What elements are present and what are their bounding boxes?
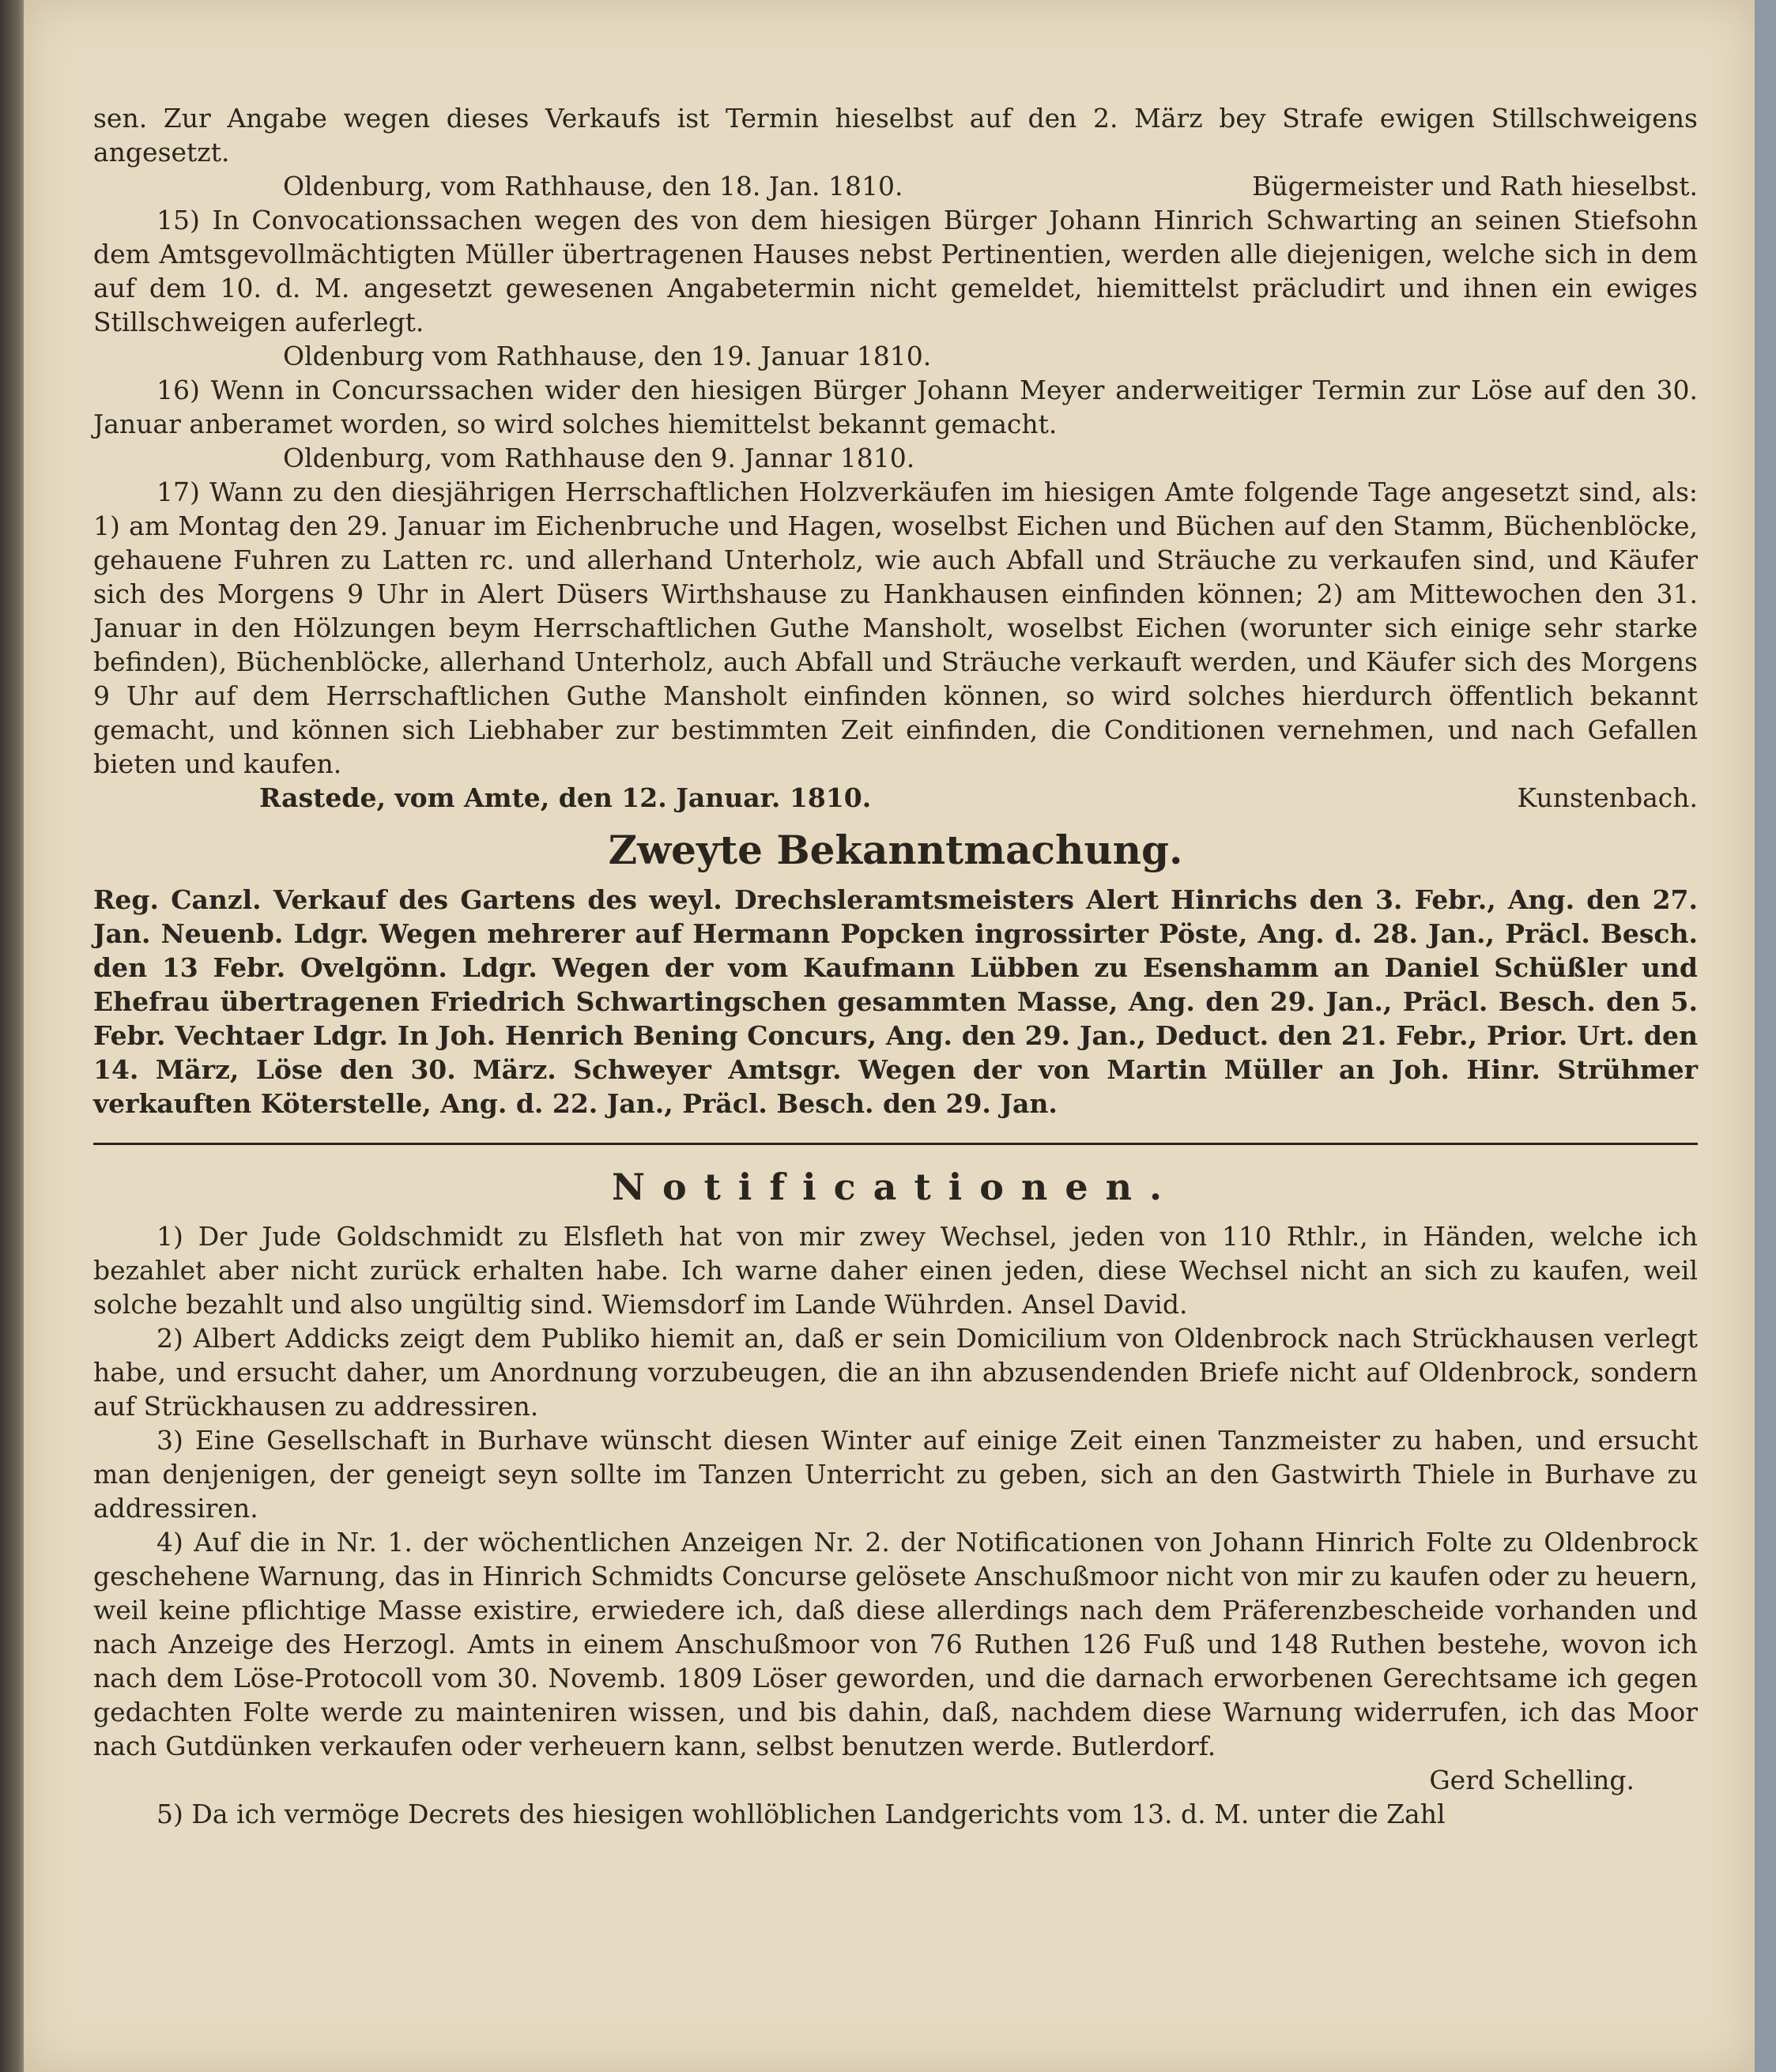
notification-4: 4) Auf die in Nr. 1. der wöchentlichen Anzeigen Nr. 2. der Notificationen von Johann Hinrich Folte zu Oldenbrock geschehene Warnung, das in Hinrich Schmidts Concurse gelösete Anschußmoor nicht von mir zu kaufen oder zu heuern, weil keine pflichtige Masse existire, erwiedere ich, daß diese allerdings nach dem Präferenzbescheide vorhanden und nach Anzeige des Herzogl. Amts in einem Anschußmoor von 76 Ruthen 126 Fuß und 148 Ruthen bestehe, wovon ich nach dem Löse-Protocoll vom 30. Novemb. 1809 Löser geworden, und die darnach erworbenen Gerechtsame ich gegen gedachten Folte werde zu mainteniren wissen, und bis dahin, daß, nachdem diese Warnung widerrufen, ich das Moor nach Gutdünken verkaufen oder verheuern kann, selbst benutzen werde. Butlerdorf.	[93, 1527, 1698, 1761]
notification-4-signature: Gerd Schelling.	[1429, 1765, 1635, 1795]
notice-16-place-date: Oldenburg, vom Rathhause den 9. Jannar 1810.	[283, 443, 915, 473]
notice-16-signature	[93, 441, 1698, 475]
page-text	[93, 101, 1698, 1831]
notification-5: 5) Da ich vermöge Decrets des hiesigen wohllöblichen Landgerichts vom 13. d. M. unter die Zahl	[156, 1799, 1446, 1829]
notice-17-place-date: Rastede, vom Amte, den 12. Januar. 1810.	[259, 782, 872, 813]
notice-15: 15) In Convocationssachen wegen des von dem hiesigen Bürger Johann Hinrich Schwarting an seinen Stiefsohn dem Amtsgevollmächtigten Müller übertragenen Hauses nebst Pertinentien, werden alle diejenigen, welche sich in dem auf dem 10. d. M. angesetzt gewesenen Angabetermin nicht gemeldet, hiemittelst präcludirt und ihnen ein ewiges Stillschweigen auferlegt.	[93, 205, 1698, 337]
notification-3: 3) Eine Gesellschaft in Burhave wünscht diesen Winter auf einige Zeit einen Tanzmeister zu haben, und ersucht man denjenigen, der geneigt seyn sollte im Tanzen Unterricht zu geben, sich an den Gastwirth Thiele in Burhave zu addressiren.	[93, 1425, 1698, 1524]
notification-1: 1) Der Jude Goldschmidt zu Elsfleth hat von mir zwey Wechsel, jeden von 110 Rthlr., in Händen, welche ich bezahlet aber nicht zurück erhalten habe. Ich warne daher einen jeden, diese Wechsel nicht an sich zu kaufen, weil solche bezahlt und also ungültig sind. Wiemsdorf im Lande Wührden. Ansel David.	[93, 1221, 1698, 1320]
intro-signature-place-date: Oldenburg, vom Rathhause, den 18. Jan. 1810.	[283, 171, 903, 202]
notice-15-place-date: Oldenburg vom Rathhause, den 19. Januar 1810.	[283, 341, 932, 371]
notice-17: 17) Wann zu den diesjährigen Herrschaftlichen Holzverkäufen im hiesigen Amte folgende Tage angesetzt sind, als: 1) am Montag den 29. Januar im Eichenbruche und Hagen, woselbst Eichen und Büchen auf den Stamm, Büchenblöcke, gehauene Fuhren zu Latten rc. und allerhand Unterholz, wie auch Abfall und Sträuche zu verkaufen sind, und Käufer sich des Morgens 9 Uhr in Alert Düsers Wirthshause zu Hankhausen einfinden können; 2) am Mittewochen den 31. Januar in den Hölzungen beym Herrschaftlichen Guthe Mansholt, woselbst Eichen (worunter sich einige sehr starke befinden), Büchenblöcke, allerhand Unterholz, auch Abfall und Sträuche verkauft werden, und Käufer sich des Morgens 9 Uhr auf dem Herrschaftlichen Guthe Mansholt einfinden können, so wird solches hierdurch öffentlich bekannt gemacht, und können sich Liebhaber zur bestimmten Zeit einfinden, die Conditionen vernehmen, und nach Gefallen bieten und kaufen.	[93, 477, 1698, 779]
second-notice-body: Reg. Canzl. Verkauf des Gartens des weyl. Drechsleramtsmeisters Alert Hinrichs den 3. Febr., Ang. den 27. Jan. Neuenb. Ldgr. Wegen mehrerer auf Hermann Popcken ingrossirter Pöste, Ang. d. 28. Jan., Präcl. Besch. den 13 Febr. Ovelgönn. Ldgr. Wegen der vom Kaufmann Lübben zu Esenshamm an Daniel Schüßler und Ehefrau übertragenen Friedrich Schwartingschen gesammten Masse, Ang. den 29. Jan., Präcl. Besch. den 5. Febr. Vechtaer Ldgr. In Joh. Henrich Bening Concurs, Ang. den 29. Jan., Deduct. den 21. Febr., Prior. Urt. den 14. März, Löse den 30. März. Schweyer Amtsgr. Wegen der von Martin Müller an Joh. Hinr. Strühmer verkauften Köterstelle, Ang. d. 22. Jan., Präcl. Besch. den 29. Jan.	[93, 884, 1698, 1119]
notification-2: 2) Albert Addicks zeigt dem Publiko hiemit an, daß er sein Domicilium von Oldenbrock nach Strückhausen verlegt habe, und ersucht daher, um Anordnung vorzubeugen, die an ihn abzusendenden Briefe nicht auf Oldenbrock, sondern auf Strückhausen zu addressiren.	[93, 1323, 1698, 1422]
notifications-heading: Notificationen.	[611, 1166, 1180, 1208]
notice-17-signature	[93, 781, 1698, 815]
document-page	[24, 0, 1755, 2072]
intro-paragraph: sen. Zur Angabe wegen dieses Verkaufs ist Termin hieselbst auf den 2. März bey Strafe ewigen Stillschweigens angesetzt.	[93, 103, 1698, 168]
section-divider	[93, 1143, 1698, 1145]
second-notice-heading: Zweyte Bekanntmachung.	[608, 827, 1183, 873]
intro-signature	[93, 169, 1698, 203]
notification-4-signature-row	[93, 1763, 1698, 1797]
notice-16: 16) Wenn in Concurssachen wider den hiesigen Bürger Johann Meyer anderweitiger Termin zur Löse auf den 30. Januar anberamet worden, so wird solches hiemittelst bekannt gemacht.	[93, 375, 1698, 439]
notice-15-signature	[93, 339, 1698, 373]
notice-17-official: Kunstenbach.	[1517, 782, 1698, 813]
intro-signature-authority: Bügermeister und Rath hieselbst.	[1252, 171, 1698, 202]
